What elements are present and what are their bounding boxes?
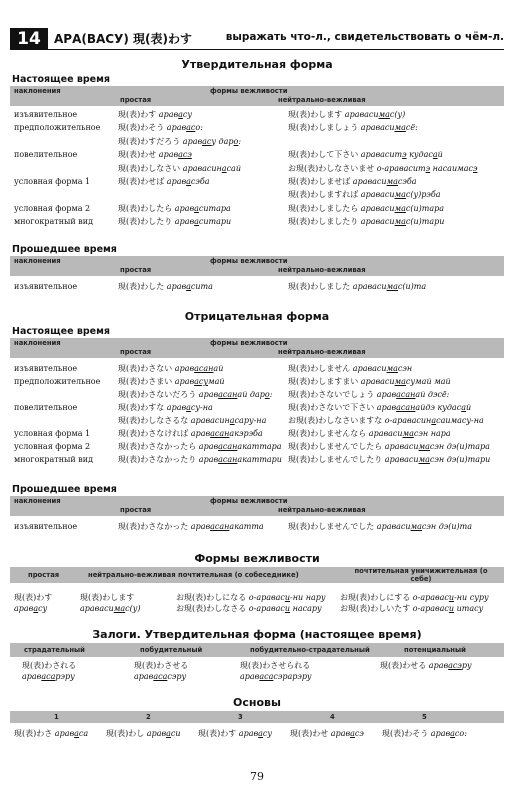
simple-form: 現(表)わさないだろう аравасанай даро:: [118, 390, 273, 399]
simple-form: 現(表)わせ аравасэ: [118, 150, 192, 160]
neutral-form: 現(表)わしますまい аравасимасумай май: [288, 377, 451, 386]
pol-neutral-tr: аравасимас(у): [80, 604, 141, 613]
simple-form: 現(表)わさまい аравасумай: [118, 377, 225, 386]
simple-form: 現(表)わさなければ аравасанакэрэба: [118, 429, 263, 438]
simple-form: 現(表)わさなかった аравасанакатта: [118, 522, 264, 531]
voice-caus-passive: 現(表)わさせられる: [240, 661, 311, 670]
neg-past-title: Прошедшее время: [12, 484, 117, 495]
aff-present-table: [0, 110, 514, 240]
voices-title: Залоги. Утвердительная форма (настоящее время): [92, 628, 422, 641]
neutral-form: 現(表)わさないでしょう аравасанай дэсё:: [288, 390, 450, 399]
stems-title: Основы: [233, 696, 281, 709]
row-label: многократный вид: [14, 455, 94, 464]
voices-header-bar: страдательный побудительный побудительно-страдательный потенциальный: [10, 643, 504, 657]
simple-form: 現(表)わしたり араваситари: [118, 217, 232, 227]
pol-humble-2: お現(表)わしいたす о-араваси итасу: [340, 604, 484, 613]
pol-neutral: 現(表)わします: [80, 593, 135, 602]
row-label: условная форма 2: [14, 442, 91, 451]
neutral-form: 現(表)わしませば аравасимасэба: [288, 177, 417, 186]
row-label: повелительное: [14, 150, 78, 160]
stems-header-bar: 1 2 3 4 5: [10, 711, 504, 723]
politeness-header-bar: простая нейтрально-вежливая почтительная (о собеседнике) почтительная уничижительная (о себе): [10, 567, 504, 583]
simple-form: 現(表)わそう аравасо:: [118, 123, 203, 133]
aff-present-header-bar: наклонения формы вежливости простая нейтрально-вежливая: [10, 86, 504, 106]
simple-form: 現(表)わしなさい аравасинасай: [118, 163, 241, 173]
simple-form: 現(表)わしなさるな аравасинасару-на: [118, 416, 267, 425]
negative-title: Отрицательная форма: [184, 310, 330, 323]
neutral-form: 現(表)わしませんでしたら аравасимасэн дэ(и)тара: [288, 442, 490, 451]
simple-form: 現(表)わす аравасу: [118, 110, 193, 119]
affirmative-title: Утвердительная форма: [181, 58, 333, 71]
neutral-form: 現(表)わしませんでした аравасимасэн дэ(и)та: [288, 522, 472, 531]
pol-simple-tr: аравасу: [14, 604, 48, 613]
voice-passive-tr: аравасарэру: [22, 672, 75, 681]
neutral-form: お現(表)わしなさいませ о-араваситэ насаимасэ: [288, 163, 478, 173]
row-label: многократный вид: [14, 217, 94, 227]
voice-causative-tr: аравасасэру: [134, 672, 187, 681]
row-label: условная форма 2: [14, 203, 91, 213]
voice-potential: 現(表)わせる аравасэру: [380, 661, 472, 670]
simple-form: 現(表)わしたら араваситара: [118, 203, 231, 213]
page-header: [10, 28, 504, 50]
neg-present-header-bar: наклонения формы вежливости простая нейтрально-вежливая: [10, 338, 504, 358]
neutral-form: 現(表)わしませんでしたり аравасимасэн дэ(и)тари: [288, 455, 491, 464]
pol-humble-1: お現(表)わしにする о-араваси-ни суру: [340, 593, 489, 602]
neg-present-title: Настоящее время: [12, 326, 110, 337]
page-number: 79: [250, 770, 264, 783]
neg-present-table: [0, 364, 514, 484]
aff-past-table: [0, 282, 514, 296]
verb-meaning: выражать что-л., свидетельствовать о чём-л.: [225, 31, 504, 43]
stem-1: 現(表)わさ араваса: [14, 729, 89, 738]
voice-caus-passive-tr: аравасасэрарэру: [240, 672, 312, 681]
simple-form: 現(表)わすな аравасу-на: [118, 403, 213, 412]
neutral-form: お現(表)わしなさいますな о-аравасинасаимасу-на: [288, 416, 484, 425]
neutral-form: 現(表)わしましたり аравасимас(и)тари: [288, 217, 445, 227]
simple-form: 現(表)わせば аравасэба: [118, 177, 210, 186]
pol-honorific-1: お現(表)わしになる о-араваси-ни нару: [176, 593, 326, 602]
simple-form: 現(表)わすだろう аравасу даро:: [118, 136, 242, 146]
neutral-form: 現(表)わします аравасимас(у): [288, 110, 406, 119]
simple-form: 現(表)わさなかったり аравасанакаттари: [118, 455, 282, 464]
neutral-form: 現(表)わしましたら аравасимас(и)тара: [288, 203, 445, 213]
neutral-form: 現(表)わしましょう аравасимасё:: [288, 123, 418, 133]
stem-3: 現(表)わす аравасу: [198, 729, 273, 738]
simple-form: 現(表)わさなかったら аравасанакаттара: [118, 442, 282, 451]
stem-5: 現(表)わそう аравасо:: [382, 729, 467, 738]
stems-row: [0, 729, 514, 741]
lesson-number: 14: [10, 28, 48, 50]
stem-4: 現(表)わせ аравасэ: [290, 729, 364, 738]
voice-passive: 現(表)わされる: [22, 661, 77, 670]
stem-2: 現(表)わし араваси: [106, 729, 181, 738]
voice-causative: 現(表)わさせる: [134, 661, 189, 670]
row-label: изъявительное: [14, 110, 78, 119]
pol-honorific-2: お現(表)わしなさる о-араваси насару: [176, 604, 322, 613]
aff-past-header-bar: наклонения формы вежливости простая нейтрально-вежливая: [10, 256, 504, 276]
neutral-form: 現(表)わしません аравасимасэн: [288, 364, 413, 373]
row-label: условная форма 1: [14, 429, 91, 438]
neutral-form: 現(表)わさないで下さい аравасанайдэ кудасай: [288, 403, 472, 412]
simple-form: 現(表)わさない аравасанай: [118, 364, 224, 373]
row-label: изъявительное: [14, 522, 78, 531]
row-label: изъявительное: [14, 282, 78, 291]
row-label: условная форма 1: [14, 177, 91, 186]
verb-title: АРА(ВАСУ) 現(表)わす: [54, 32, 192, 46]
aff-past-title: Прошедшее время: [12, 244, 117, 255]
aff-present-title: Настоящее время: [12, 74, 110, 85]
politeness-title: Формы вежливости: [194, 552, 320, 565]
row-label: предположительное: [14, 377, 101, 386]
neutral-form: 現(表)わして下さい араваситэ кудасай: [288, 150, 443, 160]
neutral-form: 現(表)わしますれば аравасимас(у)рэба: [288, 190, 441, 200]
neg-past-header-bar: наклонения формы вежливости простая нейтрально-вежливая: [10, 496, 504, 516]
pol-simple: 現(表)わす: [14, 593, 53, 602]
row-label: изъявительное: [14, 364, 78, 373]
neutral-form: 現(表)わしました аравасимас(и)та: [288, 282, 427, 291]
neg-past-table: [0, 522, 514, 536]
simple-form: 現(表)わした аравасита: [118, 282, 213, 291]
neutral-form: 現(表)わしませんなら аравасимасэн нара: [288, 429, 451, 438]
row-label: повелительное: [14, 403, 78, 412]
row-label: предположительное: [14, 123, 101, 133]
